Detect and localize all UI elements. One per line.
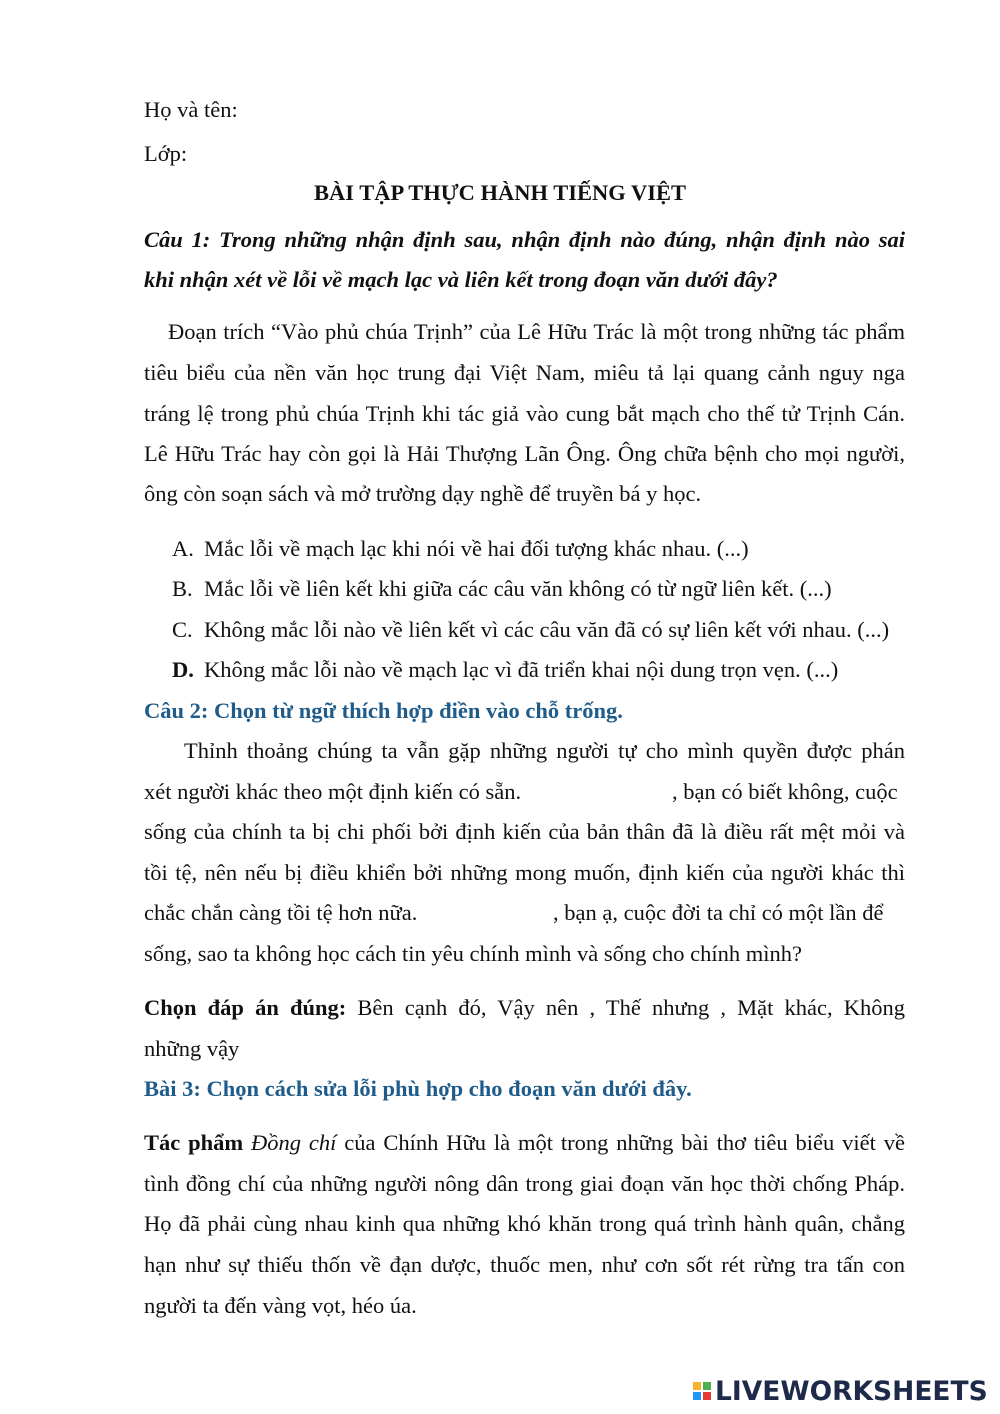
q3-heading: Bài 3: Chọn cách sửa lỗi phù hợp cho đoạn văn dưới đây.: [144, 1076, 692, 1101]
q2-line-5-end: , bạn ạ, cuộc đời ta chỉ có một lần để: [553, 900, 884, 925]
option-letter: B.: [172, 576, 193, 601]
q3-lead-italic: Đồng chí: [251, 1130, 337, 1155]
choices-label: Chọn đáp án đúng:: [144, 995, 347, 1020]
option-text: Không mắc lỗi nào về mạch lạc vì đã triển khai nội dung trọn vẹn. (...): [204, 657, 839, 682]
q2-line-4: tồi tệ, nên nếu bị điều khiển bởi những mong muốn, định kiến của người khác thì: [144, 860, 905, 885]
q1-passage-line-1: Đoạn trích “Vào phủ chúa Trịnh” của Lê Hữu Trác là một trong những tác phẩm: [168, 319, 905, 344]
q1-passage-line-5: ông còn soạn sách và mở trường dạy nghề để truyền bá y học.: [144, 481, 702, 506]
q3-line-5: người ta đến vàng vọt, héo úa.: [144, 1293, 417, 1318]
option-letter: C.: [172, 617, 193, 642]
option-text: Mắc lỗi về mạch lạc khi nói về hai đối tượng khác nhau. (...): [204, 536, 749, 561]
q3-line-1-rest: của Chính Hữu là một trong những bài thơ tiêu biểu viết về: [344, 1130, 906, 1155]
option-b[interactable]: [172, 575, 832, 603]
q3-lead-bold: Tác phẩm: [144, 1130, 244, 1155]
choices-text: Bên cạnh đó, Vậy nên , Thế nhưng , Mặt khác, Không: [357, 995, 905, 1020]
q1-passage-line-2: tiêu biểu của nền văn học trung đại Việt Nam, miêu tả lại quang cảnh nguy nga: [144, 360, 905, 385]
option-c[interactable]: [172, 616, 889, 644]
q1-passage-line-4: Lê Hữu Trác hay còn gọi là Hải Thượng Lãn Ông. Ông chữa bệnh cho mọi người,: [144, 441, 905, 466]
q3-line-3: Họ đã phải cùng nhau kinh qua những khó khăn trong quá trình hành quân, chẳng: [144, 1211, 905, 1236]
q2-choices: [144, 994, 905, 1022]
page-title: BÀI TẬP THỰC HÀNH TIẾNG VIỆT: [314, 180, 686, 205]
q2-heading: Câu 2: Chọn từ ngữ thích hợp điền vào chỗ trống.: [144, 698, 623, 723]
q3-line-2: tình đồng chí của những người nông dân trong giai đoạn văn học thời chống Pháp.: [144, 1171, 905, 1196]
q2-line-2-end: , bạn có biết không, cuộc: [672, 779, 898, 804]
q2-line-1: Thỉnh thoảng chúng ta vẫn gặp những người tự cho mình quyền được phán: [184, 738, 905, 763]
logo-text: LIVEWORKSHEETS: [715, 1375, 988, 1407]
class-label: Lớp:: [144, 141, 188, 166]
name-label: Họ và tên:: [144, 97, 238, 122]
option-text: Mắc lỗi về liên kết khi giữa các câu văn không có từ ngữ liên kết. (...): [204, 576, 832, 601]
q3-line-1: [144, 1129, 905, 1157]
q2-line-2-start: xét người khác theo một định kiến có sẵn.: [144, 779, 522, 804]
q2-line-6: sống, sao ta không học cách tin yêu chính mình và sống cho chính mình?: [144, 941, 802, 966]
liveworksheets-logo: [693, 1373, 988, 1409]
q1-prompt-line-2: khi nhận xét về lỗi về mạch lạc và liên kết trong đoạn văn dưới đây?: [144, 267, 778, 292]
option-text: Không mắc lỗi nào về liên kết vì các câu văn đã có sự liên kết với nhau. (...): [204, 617, 890, 642]
blank-1-input[interactable]: [540, 776, 670, 808]
option-a[interactable]: [172, 535, 749, 563]
blank-2-input[interactable]: [440, 897, 552, 929]
q2-line-5-start: chắc chắn càng tồi tệ hơn nữa.: [144, 900, 418, 925]
option-d[interactable]: [172, 656, 838, 684]
option-letter: D.: [172, 657, 194, 682]
q1-passage-line-3: tráng lệ trong phủ chúa Trịnh khi tác giả vào cung bắt mạch cho thế tử Trịnh Cán.: [144, 401, 905, 426]
q3-line-4: hạn như sự thiếu thốn về đạn dược, thuốc men, như cơn sốt rét rừng tra tấn con: [144, 1252, 905, 1277]
q2-choices-cont: những vậy: [144, 1036, 240, 1061]
option-letter: A.: [172, 536, 194, 561]
logo-icon: [693, 1382, 711, 1400]
q1-prompt-line-1: Câu 1: Trong những nhận định sau, nhận định nào đúng, nhận định nào sai: [144, 227, 905, 252]
q2-line-3: sống của chính ta bị chi phối bởi định kiến của bản thân đã là điều rất mệt mỏi và: [144, 819, 905, 844]
